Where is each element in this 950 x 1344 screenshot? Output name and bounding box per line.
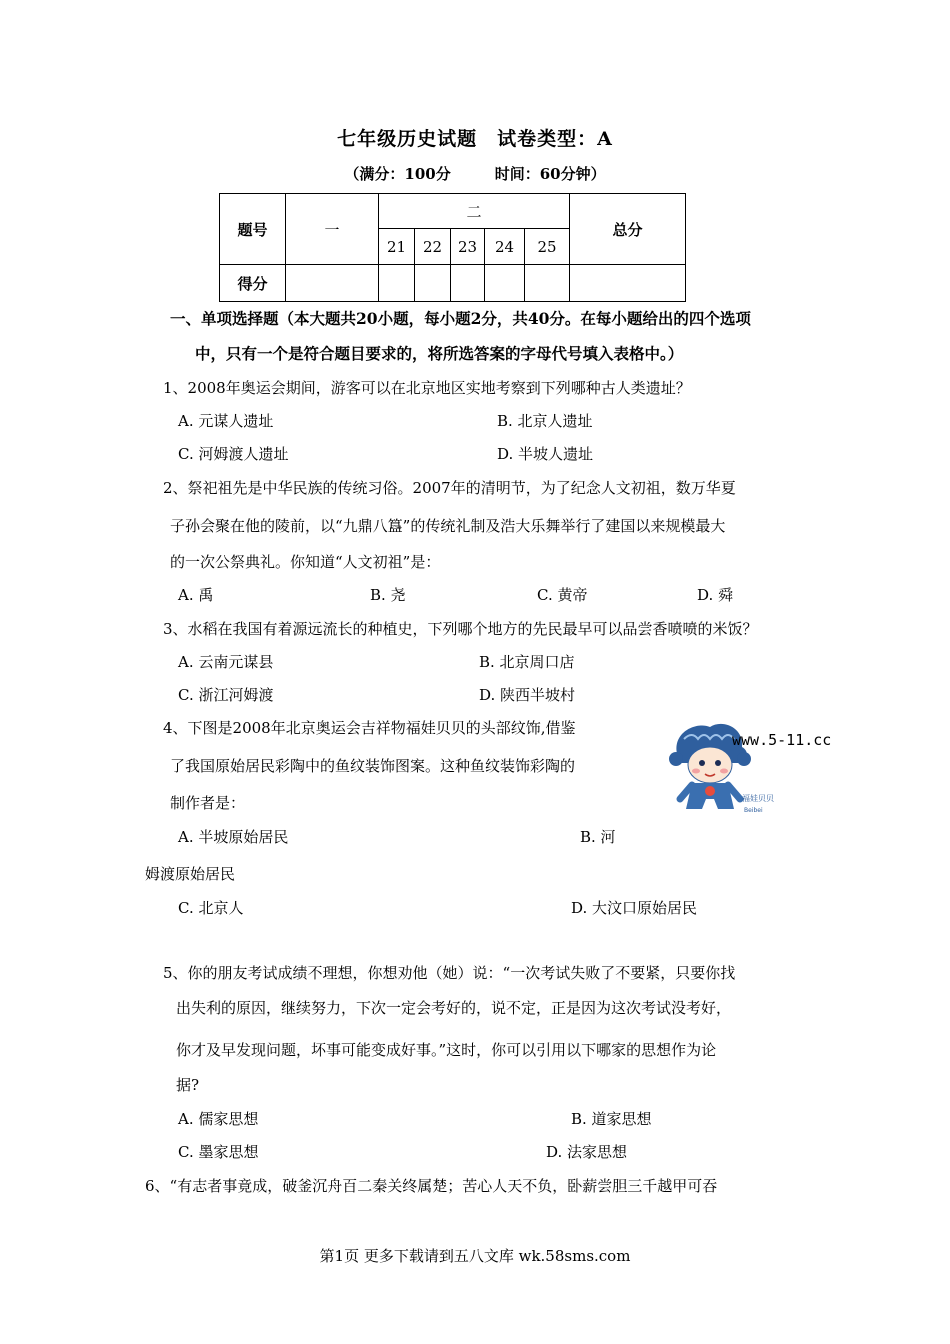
q4-stem-2: 了我国原始居民彩陶中的鱼纹装饰图案。这种鱼纹装饰彩陶的	[170, 757, 576, 775]
score-cell[interactable]	[379, 265, 415, 302]
fuwa-beibei-image	[656, 719, 832, 824]
label-question-number: 题号	[220, 194, 286, 265]
q4-stem-3: 制作者是：	[170, 794, 246, 812]
score-cell[interactable]	[525, 265, 570, 302]
score-cell[interactable]	[570, 265, 686, 302]
q6-stem-1: 6、“有志者事竟成，破釜沉舟百二秦关终属楚；苦心人天不负，卧薪尝胆三千越甲可吞	[145, 1177, 718, 1195]
figure-caption: 福娃贝贝	[742, 794, 774, 803]
score-table	[219, 193, 686, 302]
q2-option-c: C. 黄帝	[537, 586, 588, 604]
q1-option-c: C. 河姆渡人遗址	[178, 445, 289, 463]
q2-stem-2: 子孙会聚在他的陵前，以“九鼎八簋”的传统礼制及浩大乐舞举行了建国以来规模最大	[170, 517, 726, 535]
figure-watermark: www.5-11.cc	[732, 731, 832, 749]
q3-option-c: C. 浙江河姆渡	[178, 686, 274, 704]
q4-stem-1: 4、下图是2008年北京奥运会吉祥物福娃贝贝的头部纹饰,借鉴	[163, 719, 576, 737]
q2-option-a: A. 禹	[178, 586, 214, 604]
q3-stem: 3、水稻在我国有着源远流长的种植史，下列哪个地方的先民最早可以品尝香喷喷的米饭？	[163, 620, 758, 638]
q2-stem-1: 2、祭祀祖先是中华民族的传统习俗。2007年的清明节，为了纪念人文初祖，数万华夏	[163, 479, 736, 497]
q4-option-a: A. 半坡原始居民	[178, 828, 289, 846]
label-score: 得分	[220, 265, 286, 302]
exam-time: 时间：60分钟）	[494, 165, 606, 183]
q5-stem-4: 据?	[176, 1076, 200, 1094]
page-title: 七年级历史试题 试卷类型：A	[337, 128, 613, 150]
q5-stem-1: 5、你的朋友考试成绩不理想，你想劝他（她）说：“一次考试失败了不要紧，只要你找	[163, 964, 736, 982]
q5-option-a: A. 儒家思想	[178, 1110, 259, 1128]
section1-heading-cont: 中，只有一个是符合题目要求的，将所选答案的字母代号填入表格中。）	[195, 344, 684, 363]
q4-option-b-cont: 姆渡原始居民	[145, 865, 236, 883]
part-one-header: 一	[286, 194, 379, 265]
q5-option-b: B. 道家思想	[571, 1110, 652, 1128]
q1-stem: 1、2008年奥运会期间，游客可以在北京地区实地考察到下列哪种古人类遗址？	[163, 379, 691, 397]
q1-option-a: A. 元谋人遗址	[178, 412, 274, 430]
q3-option-d: D. 陕西半坡村	[479, 686, 576, 704]
q2-stem-3: 的一次公祭典礼。你知道“人文初祖”是：	[170, 553, 441, 571]
score-cell[interactable]	[451, 265, 485, 302]
page-subtitle	[0, 163, 950, 184]
q5-stem-3: 你才及早发现问题，坏事可能变成好事。”这时，你可以引用以下哪家的思想作为论	[176, 1041, 717, 1059]
col-22: 22	[415, 229, 451, 265]
q5-option-c: C. 墨家思想	[178, 1143, 259, 1161]
q1-option-b: B. 北京人遗址	[497, 412, 593, 430]
q2-option-b: B. 尧	[370, 586, 406, 604]
q2-option-d: D. 舜	[697, 586, 734, 604]
q5-option-d: D. 法家思想	[546, 1143, 628, 1161]
fuwa-beibei-illustration	[656, 719, 832, 824]
page-footer: 第1页 更多下载请到五八文库 wk.58sms.com	[319, 1247, 631, 1265]
total-header: 总分	[570, 194, 686, 265]
q5-stem-2: 出失利的原因，继续努力，下次一定会考好的，说不定，正是因为这次考试没考好，	[176, 999, 732, 1017]
section1-heading: 一、单项选择题（本大题共20小题，每小题2分，共40分。在每小题给出的四个选项	[170, 309, 751, 328]
figure-caption-en: Beibei	[744, 807, 763, 814]
score-cell[interactable]	[485, 265, 525, 302]
q3-option-b: B. 北京周口店	[479, 653, 575, 671]
q4-option-b: B. 河	[580, 828, 616, 846]
full-score: （满分：100分	[344, 165, 451, 183]
q4-option-d: D. 大汶口原始居民	[571, 899, 698, 917]
q3-option-a: A. 云南元谋县	[178, 653, 274, 671]
q4-option-c: C. 北京人	[178, 899, 244, 917]
col-25: 25	[525, 229, 570, 265]
score-cell[interactable]	[286, 265, 379, 302]
score-cell[interactable]	[415, 265, 451, 302]
col-21: 21	[379, 229, 415, 265]
col-24: 24	[485, 229, 525, 265]
q1-option-d: D. 半坡人遗址	[497, 445, 594, 463]
part-two-header: 二	[379, 194, 570, 229]
col-23: 23	[451, 229, 485, 265]
